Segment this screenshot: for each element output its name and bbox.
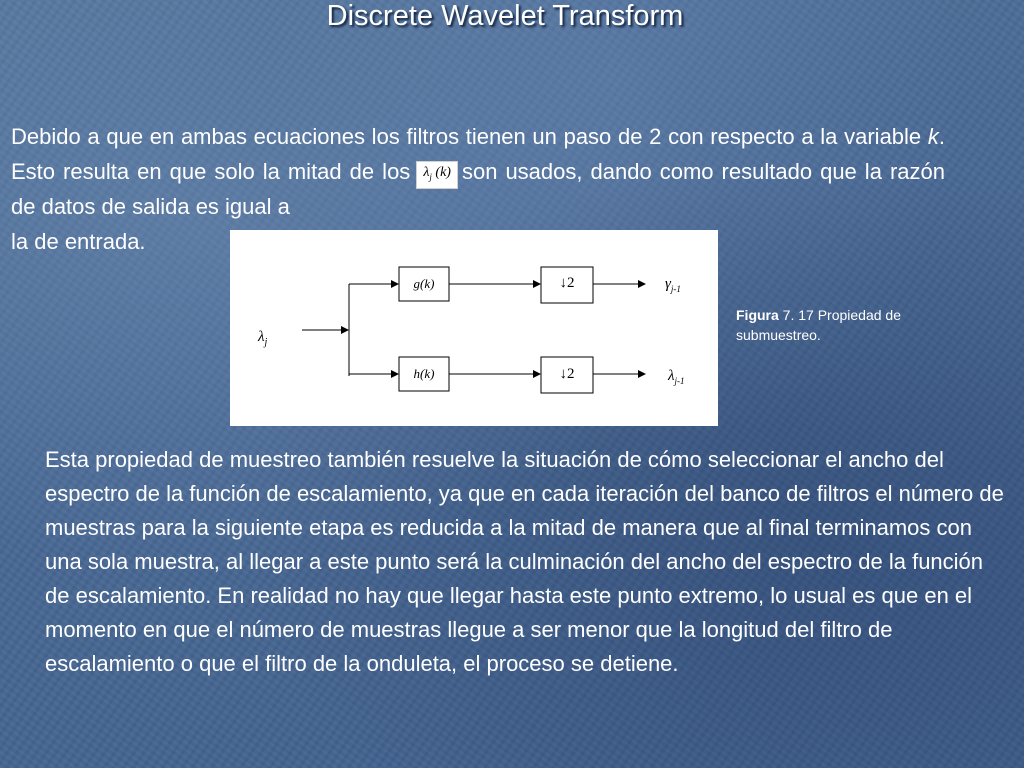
intro-text-4: la de entrada. <box>11 229 146 254</box>
formula-arg: (k) <box>435 165 451 180</box>
diagram-svg <box>230 230 718 426</box>
intro-text-3: son usados, dando como resultado que la razón de datos de salida es igual a <box>11 159 945 219</box>
caption-label: Figura <box>736 307 779 323</box>
filter-bank-diagram <box>230 230 718 426</box>
h-filter-label: h(k) <box>413 366 435 381</box>
intro-text-2: . Esto resulta en que solo la mitad de los <box>11 124 945 184</box>
figure-caption <box>736 305 966 345</box>
body-paragraph: Esta propiedad de muestreo también resuelve la situación de cómo seleccionar el ancho del espectro de la función de escalamiento, ya que en cada iteración del banco de filtros el número de muestras para la siguiente etapa es reducida a la mitad de manera que al final terminamos con una sola muestra, al llegar a este punto será la culminación del ancho del espectro de la función de escalamiento. En realidad no hay que llegar hasta este punto extremo, lo usual es que en el momento en que el número de muestras llegue a ser menor que la longitud del filtro de escalamiento o que el filtro de la onduleta, el proceso se detiene. <box>45 447 1004 676</box>
g-filter-label: g(k) <box>413 276 435 291</box>
caption-text: 7. 17 Propiedad de submuestreo. <box>736 307 901 343</box>
top-output-label: $\gamma_{j-1}$ <box>665 276 681 294</box>
downsample-bottom-label: ↓2 <box>559 366 575 382</box>
intro-text-1: Debido a que en ambas ecuaciones los filtros tienen un paso de 2 con respecto a la variable <box>11 124 928 149</box>
bottom-output-label: $\lambda_{j-1}$ <box>668 368 685 386</box>
formula-lambda: λ <box>423 165 430 180</box>
formula-sub: j <box>429 171 432 182</box>
lambda-formula <box>416 161 458 189</box>
slide-title: Discrete Wavelet Transform <box>326 0 684 32</box>
variable-k: k <box>927 124 939 149</box>
downsample-top-label: ↓2 <box>559 275 575 291</box>
input-label: $\lambda_j$ <box>258 329 268 348</box>
